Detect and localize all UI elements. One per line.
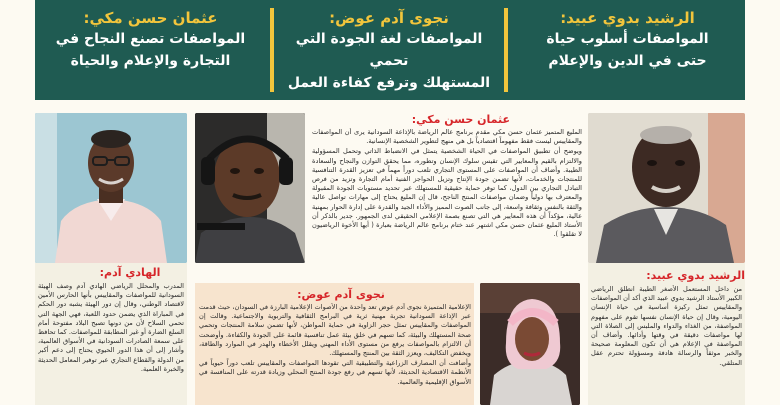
headline-rasheed-line1: المواصفات أسلوب حياة — [546, 31, 709, 47]
header-divider — [504, 8, 508, 92]
headline-najwa-name: نجوى آدم عوض: — [329, 9, 449, 27]
article-rasheed — [591, 285, 742, 405]
headline-rasheed — [510, 0, 745, 100]
section-name-hadi: الهادي آدم: — [99, 266, 161, 279]
header-banner — [35, 0, 745, 100]
article-najwa-paragraph: الإعلامية المتميزة نجوى آدم عوض تعد واحدة من الأصوات الإعلامية البارزة في السودان، حيث قدمت عبر الإذاعة السودانية تجربة مهنية ثرية في البرامج الثقافية والتربوية والاجتماعية. وقالت إن المواصفات والمقاييس تمثل حجر الزاوية في حماية المواطن، لأنها تضمن سلامة المنتجات وتحمي صحة المستهلك والبيئة، كما تسهم في خلق بيئة عمل تنافسية قائمة على الجودة والكفاءة. وأوضحت أن الالتزام بالمواصفات يرفع من مستوى الأداء المهني ويقلل الأخطاء والهدر في الموارد والطاقة، ويخفض التكاليف، ويعزز الثقة بين المنتج والمستهلك. — [199, 303, 471, 358]
headline-osman-name: عثمان حسن مكي: — [83, 9, 218, 27]
photo-osman-hassan — [195, 113, 305, 263]
article-hadi — [38, 282, 184, 405]
headline-osman-line1: المواصفات تصنع النجاح في — [55, 31, 246, 47]
header-divider — [270, 8, 274, 92]
article-hadi-paragraph: المدرب والمحلل الرياضي الهادي آدم وصف الهيئة السودانية للمواصفات والمقاييس بأنها الحارس الأمين لاقتصاد الوطني، وقال إن دور الهيئة يشبه دور الحكم في المباراة الذي يضمن حدود اللعبة، فهي الجهة التي تحمي السلاح لأن من دونها تصبح البلاد مفتوحة أمام السلع الضارة أو غير المطابقة للمواصفات. كما تحافظ على سمعة الصادرات السودانية في الأسواق العالمية، وأشار إلى أن هذا الدور الحيوي يحتاج إلى دعم أكبر من الدولة والقطاع التجاري عبر توفير المعامل الحديثة والخبرة العلمية. — [38, 282, 184, 373]
article-rasheed-paragraph: من داخل المستعمل الأصغر الطيبة انطلق الرياضي الكبير الأستاذ الرشيد بدوي عبيد الذي أكد أن المواصفات والمقاييس تمثل ركيزة أساسية في حياة الإنسان اليومية، وقال إن حياة الإنسان نفسها تقوم على مفهوم المواصفة، من الغذاء والدواء والملبس إلى الصلاة التي لها مواصفات دقيقة في وقتها وأدائها. وأضاف أن المواصفة في الإعلام هي أن تكون المعلومة صحيحة والخبر موثقاً والرسالة هادفة ومسؤولة تحترم عقل المتلقي. — [591, 285, 742, 367]
section-name-rasheed: الرشيد بدوي عبيد: — [646, 269, 745, 282]
section-name-najwa: نجوى آدم عوض: — [297, 288, 385, 301]
photo-rasheed-badawi — [588, 113, 745, 263]
photo-hadi-adam — [35, 113, 187, 263]
photo-najwa-adam — [480, 283, 580, 405]
article-osman-paragraph: ويوضح أن تطبيق المواصفات في الحياة الشخصية يتمثل في الانضباط الذاتي وتحمل المسؤولية والالتزام بالقيم والمعايير التي تقيس سلوك الإنسان وتطوره، مما يحقق التوازن والنجاح والسعادة الطيبة. وأضاف أن المواصفات على المستوى التجاري تلعب دوراً مهماً في تعزيز القدرة التنافسية للمنتجات والخدمات، لأنها تضمن جودة الإنتاج وتزيل الحواجز الفنية أمام التجارة وتزيد من فرص التبادل التجاري بين الدول، كما توفر حماية حقيقية للمستهلك عبر تحديد مستويات الجودة المقبولة والمعترف بها دولياً وضمان مواصفات المنتج الناجح، قال إن المليع يحتاج إلى مهارات تواصل عالية والثقة بالنفس وثقافة واسعة، إلى جانب الصوت المميز والأداء الجيد والقدرة على إدارة الحوار بمهنية عالية، مؤكداً أن هذه المعايير هي التي تصنع بصمة الإعلامي الحقيقي لدى الجمهور. جدير بالذكر أن الأستاذ المليع عثمان حسن مكي اشتهر عند ختام برنامج عالم الرياضة بعبارة ( أيها الأخوة الرياضيون لا تقلقوا ). — [312, 147, 582, 239]
headline-najwa-line1: المواصفات لغة الجودة التي تحمي — [295, 31, 483, 69]
section-name-osman: عثمان حسن مكي: — [411, 113, 510, 126]
article-najwa-paragraph: وأضافت أن المصارف الزراعية والتطبيقية التي تقودها المواصفات والمقاييس تلعب دوراً حيوياً في الأنظمة الاقتصادية الحديثة، لأنها تسهم في رفع جودة المنتج المحلي وزيادة قدرته على المنافسة في الأسواق الإقليمية والعالمية. — [199, 359, 471, 386]
article-osman-paragraph: المليع المتميز عثمان حسن مكي مقدم برنامج عالم الرياضة بالإذاعة السودانية يرى أن المواصفات والمقاييس ليست فقط مفهوماً اقتصادياً بل هي منهج لتطوير الشخصية الإنسانية. — [312, 128, 582, 146]
headline-rasheed-line2: حتى في الدين والإعلام — [548, 53, 707, 69]
headline-najwa-line2: المستهلك وترفع كفاءة العمل — [287, 75, 491, 91]
headline-rasheed-name: الرشيد بدوي عبيد: — [560, 9, 695, 27]
headline-najwa — [278, 0, 500, 100]
article-najwa — [199, 303, 471, 405]
headline-osman-line2: التجارة والإعلام والحياة — [70, 53, 231, 69]
article-osman — [312, 128, 582, 278]
headline-osman — [35, 0, 266, 100]
